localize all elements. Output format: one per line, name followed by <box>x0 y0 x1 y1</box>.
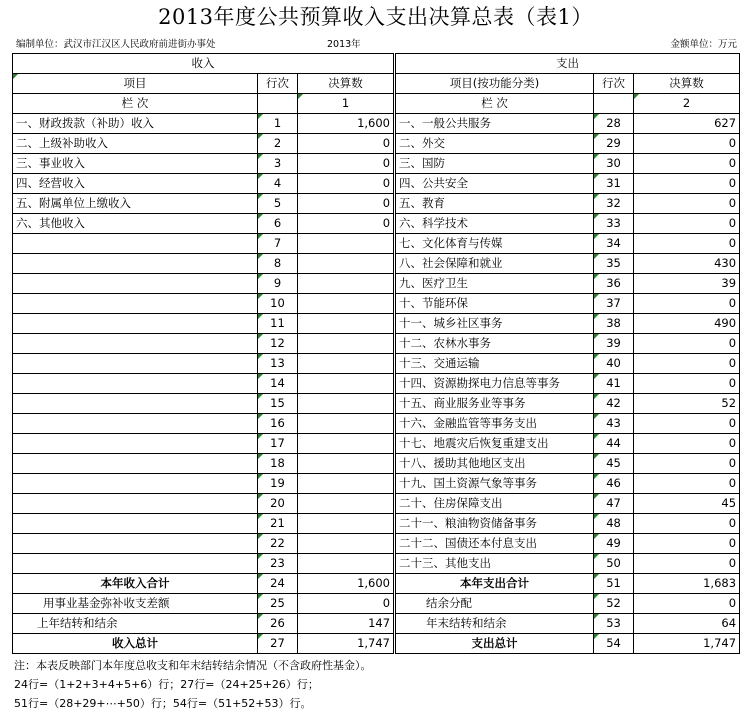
expense-item: 十五、商业服务业等事务 <box>395 394 594 414</box>
expense-rowno-header: 行次 <box>594 74 634 94</box>
expense-item: 三、国防 <box>395 154 594 174</box>
expense-amount: 430 <box>634 254 740 274</box>
expense-grand-total-row: 54 <box>594 634 634 654</box>
expense-amount: 0 <box>634 414 740 434</box>
income-row-no: 19 <box>258 474 298 494</box>
income-amount <box>298 374 395 394</box>
income-item <box>13 514 258 534</box>
income-column-index-blank <box>258 94 298 114</box>
expense-amount: 0 <box>634 434 740 454</box>
table-row <box>13 194 740 214</box>
expense-row-no: 30 <box>594 154 634 174</box>
expense-column-index: 2 <box>634 94 740 114</box>
expense-row-no: 29 <box>594 134 634 154</box>
income-row-no: 12 <box>258 334 298 354</box>
income-item: 四、经营收入 <box>13 174 258 194</box>
income-row-no: 10 <box>258 294 298 314</box>
table-row <box>13 314 740 334</box>
income-row-no: 16 <box>258 414 298 434</box>
income-row-no: 18 <box>258 454 298 474</box>
expense-year-total-label: 本年支出合计 <box>395 574 594 594</box>
income-item <box>13 414 258 434</box>
income-row-no: 14 <box>258 374 298 394</box>
expense-amount-header: 决算数 <box>634 74 740 94</box>
income-item <box>13 254 258 274</box>
expense-item: 四、公共安全 <box>395 174 594 194</box>
expense-item: 十三、交通运输 <box>395 354 594 374</box>
income-year-total-amount: 1,600 <box>298 574 395 594</box>
expense-row-no: 28 <box>594 114 634 134</box>
expense-item: 二十一、粮油物资储备事务 <box>395 514 594 534</box>
expense-item: 十七、地震灾后恢复重建支出 <box>395 434 594 454</box>
income-item: 一、财政拨款（补助）收入 <box>13 114 258 134</box>
expense-amount: 0 <box>634 194 740 214</box>
income-amount: 0 <box>298 194 395 214</box>
expense-item: 十六、金融监管等事务支出 <box>395 414 594 434</box>
prior-year-carryover-label: 上年结转和结余 <box>13 614 258 634</box>
expense-row-no: 44 <box>594 434 634 454</box>
income-row-no: 2 <box>258 134 298 154</box>
expense-row-no: 45 <box>594 454 634 474</box>
income-item <box>13 294 258 314</box>
footnote-scope: 注：本表反映部门本年度总收支和年末结转结余情况（不含政府性基金）。 <box>14 659 372 672</box>
income-amount <box>298 494 395 514</box>
report-title: 2013年度公共预算收入支出决算总表（表1） <box>158 5 593 29</box>
expense-grand-total-amount: 1,747 <box>634 634 740 654</box>
expense-amount: 0 <box>634 174 740 194</box>
income-item <box>13 494 258 514</box>
expense-amount: 0 <box>634 374 740 394</box>
income-item: 二、上级补助收入 <box>13 134 258 154</box>
budget-summary-table <box>12 53 740 654</box>
expense-item: 十九、国土资源气象等事务 <box>395 474 594 494</box>
income-amount-header: 决算数 <box>298 74 395 94</box>
fund-offset-amount: 0 <box>298 594 395 614</box>
income-row-no: 5 <box>258 194 298 214</box>
expense-item: 十八、援助其他地区支出 <box>395 454 594 474</box>
expense-row-no: 35 <box>594 254 634 274</box>
expense-amount: 52 <box>634 394 740 414</box>
table-row <box>13 454 740 474</box>
expense-item: 九、医疗卫生 <box>395 274 594 294</box>
table-row <box>13 334 740 354</box>
income-row-no: 13 <box>258 354 298 374</box>
income-item <box>13 554 258 574</box>
income-amount <box>298 534 395 554</box>
expense-row-no: 41 <box>594 374 634 394</box>
income-amount <box>298 554 395 574</box>
income-amount <box>298 474 395 494</box>
table-row <box>13 274 740 294</box>
expense-amount: 0 <box>634 474 740 494</box>
income-column-index-label: 栏 次 <box>13 94 258 114</box>
expense-row-no: 47 <box>594 494 634 514</box>
income-amount <box>298 314 395 334</box>
income-item <box>13 334 258 354</box>
expense-amount: 0 <box>634 554 740 574</box>
table-row <box>13 174 740 194</box>
income-year-total-row: 24 <box>258 574 298 594</box>
expense-item: 八、社会保障和就业 <box>395 254 594 274</box>
expense-row-no: 46 <box>594 474 634 494</box>
income-amount: 0 <box>298 214 395 234</box>
income-amount <box>298 334 395 354</box>
footnote-expense-formula: 51行=（28+29+⋯+50）行；54行=（51+52+53）行。 <box>14 697 312 710</box>
surplus-allocation-row: 52 <box>594 594 634 614</box>
expense-amount: 0 <box>634 134 740 154</box>
income-column-index: 1 <box>298 94 395 114</box>
income-row-no: 6 <box>258 214 298 234</box>
table-row <box>13 214 740 234</box>
income-amount <box>298 454 395 474</box>
prior-year-carryover-row: 26 <box>258 614 298 634</box>
expense-item: 十一、城乡社区事务 <box>395 314 594 334</box>
expense-amount: 0 <box>634 354 740 374</box>
income-grand-total-amount: 1,747 <box>298 634 395 654</box>
expense-item: 一、一般公共服务 <box>395 114 594 134</box>
income-amount <box>298 294 395 314</box>
expense-row-no: 33 <box>594 214 634 234</box>
expense-amount: 627 <box>634 114 740 134</box>
table-row <box>13 354 740 374</box>
expense-row-no: 42 <box>594 394 634 414</box>
table-row <box>13 554 740 574</box>
prior-year-carryover-amount: 147 <box>298 614 395 634</box>
income-item <box>13 314 258 334</box>
income-amount <box>298 434 395 454</box>
expense-amount: 45 <box>634 494 740 514</box>
income-item: 六、其他收入 <box>13 214 258 234</box>
income-rowno-header: 行次 <box>258 74 298 94</box>
expense-item: 二十二、国债还本付息支出 <box>395 534 594 554</box>
income-item <box>13 394 258 414</box>
report-year: 2013年 <box>327 39 361 50</box>
income-amount <box>298 354 395 374</box>
income-item: 三、事业收入 <box>13 154 258 174</box>
expense-row-no: 36 <box>594 274 634 294</box>
income-item <box>13 474 258 494</box>
income-row-no: 22 <box>258 534 298 554</box>
expense-item: 二、外交 <box>395 134 594 154</box>
income-amount: 0 <box>298 174 395 194</box>
fund-offset-row: 25 <box>258 594 298 614</box>
income-row-no: 21 <box>258 514 298 534</box>
income-item <box>13 454 258 474</box>
expense-amount: 0 <box>634 154 740 174</box>
expense-amount: 490 <box>634 314 740 334</box>
income-row-no: 17 <box>258 434 298 454</box>
table-row <box>13 414 740 434</box>
table-row <box>13 254 740 274</box>
income-amount: 0 <box>298 134 395 154</box>
expense-row-no: 32 <box>594 194 634 214</box>
table-row <box>13 154 740 174</box>
expense-amount: 0 <box>634 214 740 234</box>
table-row <box>13 514 740 534</box>
year-end-carryover-label: 年末结转和结余 <box>395 614 594 634</box>
expense-item: 五、教育 <box>395 194 594 214</box>
expense-row-no: 37 <box>594 294 634 314</box>
table-row <box>13 534 740 554</box>
income-amount <box>298 414 395 434</box>
expense-row-no: 48 <box>594 514 634 534</box>
table-row <box>13 434 740 454</box>
preparing-unit: 编制单位：武汉市江汉区人民政府前进街办事处 <box>16 39 216 50</box>
income-amount <box>298 274 395 294</box>
income-row-no: 1 <box>258 114 298 134</box>
income-section-header: 收入 <box>13 54 395 74</box>
income-item <box>13 234 258 254</box>
income-row-no: 9 <box>258 274 298 294</box>
expense-row-no: 31 <box>594 174 634 194</box>
income-amount: 1,600 <box>298 114 395 134</box>
income-item: 五、附属单位上缴收入 <box>13 194 258 214</box>
expense-item: 十、节能环保 <box>395 294 594 314</box>
income-row-no: 20 <box>258 494 298 514</box>
income-row-no: 8 <box>258 254 298 274</box>
expense-amount: 0 <box>634 234 740 254</box>
income-grand-total-row: 27 <box>258 634 298 654</box>
table-row <box>13 394 740 414</box>
income-item <box>13 374 258 394</box>
expense-row-no: 40 <box>594 354 634 374</box>
expense-row-no: 38 <box>594 314 634 334</box>
expense-item: 二十三、其他支出 <box>395 554 594 574</box>
income-item <box>13 534 258 554</box>
footnotes <box>14 656 372 713</box>
expense-amount: 39 <box>634 274 740 294</box>
income-amount <box>298 514 395 534</box>
expense-amount: 0 <box>634 534 740 554</box>
income-row-no: 15 <box>258 394 298 414</box>
income-item <box>13 274 258 294</box>
table-row <box>13 494 740 514</box>
surplus-allocation-amount: 0 <box>634 594 740 614</box>
expense-item: 二十、住房保障支出 <box>395 494 594 514</box>
income-row-no: 23 <box>258 554 298 574</box>
income-amount: 0 <box>298 154 395 174</box>
expense-amount: 0 <box>634 334 740 354</box>
income-amount <box>298 234 395 254</box>
expense-row-no: 50 <box>594 554 634 574</box>
expense-row-no: 49 <box>594 534 634 554</box>
table-row <box>13 474 740 494</box>
income-item-header: 项目 <box>13 74 258 94</box>
surplus-allocation-label: 结余分配 <box>395 594 594 614</box>
income-grand-total-label: 收入总计 <box>13 634 258 654</box>
year-end-carryover-row: 53 <box>594 614 634 634</box>
expense-item: 六、科学技术 <box>395 214 594 234</box>
table-row <box>13 114 740 134</box>
income-row-no: 3 <box>258 154 298 174</box>
expense-column-index-label: 栏 次 <box>395 94 594 114</box>
fund-offset-label: 用事业基金弥补收支差额 <box>13 594 258 614</box>
expense-year-total-amount: 1,683 <box>634 574 740 594</box>
expense-row-no: 39 <box>594 334 634 354</box>
expense-row-no: 34 <box>594 234 634 254</box>
income-row-no: 11 <box>258 314 298 334</box>
expense-column-index-blank <box>594 94 634 114</box>
income-row-no: 4 <box>258 174 298 194</box>
expense-row-no: 43 <box>594 414 634 434</box>
footnote-income-formula: 24行=（1+2+3+4+5+6）行；27行=（24+25+26）行； <box>14 678 319 691</box>
expense-item: 十四、资源勘探电力信息等事务 <box>395 374 594 394</box>
expense-amount: 0 <box>634 514 740 534</box>
income-item <box>13 434 258 454</box>
year-end-carryover-amount: 64 <box>634 614 740 634</box>
expense-year-total-row: 51 <box>594 574 634 594</box>
currency-unit: 金额单位：万元 <box>670 39 737 50</box>
table-row <box>13 134 740 154</box>
table-row <box>13 234 740 254</box>
expense-amount: 0 <box>634 294 740 314</box>
expense-section-header: 支出 <box>395 54 740 74</box>
expense-grand-total-label: 支出总计 <box>395 634 594 654</box>
expense-item-header: 项目(按功能分类) <box>395 74 594 94</box>
expense-amount: 0 <box>634 454 740 474</box>
table-row <box>13 294 740 314</box>
income-row-no: 7 <box>258 234 298 254</box>
table-row <box>13 374 740 394</box>
income-year-total-label: 本年收入合计 <box>13 574 258 594</box>
income-item <box>13 354 258 374</box>
income-amount <box>298 254 395 274</box>
expense-item: 十二、农林水事务 <box>395 334 594 354</box>
expense-item: 七、文化体育与传媒 <box>395 234 594 254</box>
income-amount <box>298 394 395 414</box>
